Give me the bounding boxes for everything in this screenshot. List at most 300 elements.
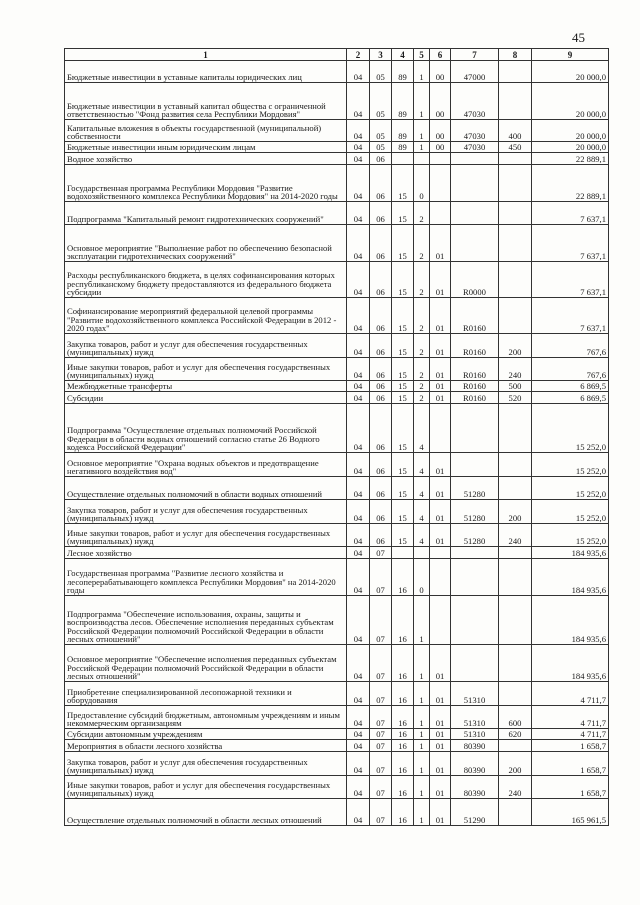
subsection-code-cell: 07	[370, 752, 392, 776]
expense-type-cell	[499, 298, 532, 334]
expense-type-cell: 200	[499, 752, 532, 776]
target-article-cell: 51280	[451, 524, 499, 547]
activity-code-cell	[430, 165, 451, 202]
subprogram-code-cell: 2	[414, 334, 430, 358]
activity-code-cell: 01	[430, 298, 451, 334]
activity-code-cell	[430, 153, 451, 165]
program-code-cell: 15	[392, 334, 414, 358]
amount-cell: 15 252,0	[532, 524, 609, 547]
table-row	[65, 477, 609, 500]
activity-code-cell: 01	[430, 740, 451, 752]
row-name-cell: Закупка товаров, работ и услуг для обеспечения государственных (муниципальных) нужд	[65, 500, 347, 524]
activity-code-cell: 01	[430, 645, 451, 682]
expense-type-cell	[499, 596, 532, 645]
target-article-cell: 80390	[451, 740, 499, 752]
table-row	[65, 524, 609, 547]
expense-type-cell	[499, 547, 532, 559]
row-name-cell: Предоставление субсидий бюджетным, автономным учреждениям и иным некоммерческим организациям	[65, 706, 347, 729]
table-row	[65, 153, 609, 165]
subsection-code-cell: 06	[370, 298, 392, 334]
section-code-cell: 04	[347, 500, 370, 524]
section-code-cell: 04	[347, 381, 370, 392]
section-code-cell: 04	[347, 596, 370, 645]
target-article-cell: 51310	[451, 729, 499, 740]
amount-cell: 4 711,7	[532, 706, 609, 729]
subprogram-code-cell: 1	[414, 740, 430, 752]
row-name-cell: Осуществление отдельных полномочий в области лесных отношений	[65, 799, 347, 826]
subprogram-code-cell: 1	[414, 682, 430, 706]
amount-cell: 184 935,6	[532, 645, 609, 682]
target-article-cell: 80390	[451, 752, 499, 776]
amount-cell: 15 252,0	[532, 404, 609, 453]
row-name-cell: Мероприятия в области лесного хозяйства	[65, 740, 347, 752]
target-article-cell: R0160	[451, 358, 499, 381]
subprogram-code-cell: 4	[414, 404, 430, 453]
expense-type-cell	[499, 225, 532, 262]
subprogram-code-cell: 1	[414, 776, 430, 799]
subprogram-code-cell: 4	[414, 524, 430, 547]
subsection-code-cell: 07	[370, 776, 392, 799]
target-article-cell: R0160	[451, 381, 499, 392]
table-row	[65, 334, 609, 358]
target-article-cell: R0160	[451, 334, 499, 358]
row-name-cell: Основное мероприятие "Обеспечение исполнения переданных субъектам Российской Федерации полномочий Российской Федерации в области лесных отношений"	[65, 645, 347, 682]
program-code-cell: 16	[392, 559, 414, 596]
amount-cell: 4 711,7	[532, 729, 609, 740]
subprogram-code-cell: 4	[414, 453, 430, 477]
subsection-code-cell: 07	[370, 682, 392, 706]
header-cell: 7	[451, 49, 499, 61]
amount-cell: 184 935,6	[532, 596, 609, 645]
activity-code-cell: 01	[430, 729, 451, 740]
section-code-cell: 04	[347, 392, 370, 404]
row-name-cell: Межбюджетные трансферты	[65, 381, 347, 392]
subsection-code-cell: 06	[370, 165, 392, 202]
program-code-cell: 15	[392, 381, 414, 392]
subsection-code-cell: 06	[370, 202, 392, 225]
expense-type-cell: 240	[499, 524, 532, 547]
table-row	[65, 381, 609, 392]
subsection-code-cell: 05	[370, 120, 392, 142]
activity-code-cell: 01	[430, 453, 451, 477]
row-name-cell: Субсидии автономным учреждениям	[65, 729, 347, 740]
activity-code-cell	[430, 547, 451, 559]
program-code-cell: 15	[392, 453, 414, 477]
subsection-code-cell: 07	[370, 706, 392, 729]
target-article-cell: 47000	[451, 61, 499, 83]
amount-cell: 15 252,0	[532, 477, 609, 500]
subsection-code-cell: 07	[370, 645, 392, 682]
target-article-cell	[451, 153, 499, 165]
row-name-cell: Лесное хозяйство	[65, 547, 347, 559]
row-name-cell: Подпрограмма "Осуществление отдельных полномочий Российской Федерации в области водных отношений согласно статье 26 Водного кодекса Российской Федерации"	[65, 404, 347, 453]
table-row	[65, 262, 609, 298]
header-cell: 8	[499, 49, 532, 61]
table-body	[65, 61, 609, 826]
section-code-cell: 04	[347, 547, 370, 559]
subsection-code-cell: 07	[370, 729, 392, 740]
table-row	[65, 298, 609, 334]
target-article-cell: R0000	[451, 262, 499, 298]
table-row	[65, 706, 609, 729]
subsection-code-cell: 07	[370, 596, 392, 645]
row-name-cell: Софинансирование мероприятий федеральной целевой программы "Развитие водохозяйственного комплекса Российской Федерации в 2012 - 2020 годах"	[65, 298, 347, 334]
section-code-cell: 04	[347, 477, 370, 500]
subsection-code-cell: 05	[370, 61, 392, 83]
row-name-cell: Подпрограмма "Обеспечение использования, охраны, защиты и воспроизводства лесов. Обеспечение исполнения переданных субъектам Российской Федерации полномочий Российской Федерации в области лесных отношений"	[65, 596, 347, 645]
header-cell: 3	[370, 49, 392, 61]
section-code-cell: 04	[347, 165, 370, 202]
subprogram-code-cell: 1	[414, 729, 430, 740]
subsection-code-cell: 07	[370, 740, 392, 752]
target-article-cell	[451, 404, 499, 453]
expense-type-cell	[499, 404, 532, 453]
subprogram-code-cell: 0	[414, 559, 430, 596]
subsection-code-cell: 06	[370, 262, 392, 298]
activity-code-cell	[430, 559, 451, 596]
target-article-cell	[451, 559, 499, 596]
section-code-cell: 04	[347, 298, 370, 334]
header-cell: 1	[65, 49, 347, 61]
program-code-cell: 15	[392, 477, 414, 500]
row-name-cell: Государственная программа Республики Мордовия "Развитие водохозяйственного комплекса Республики Мордовия" на 2014-2020 годы	[65, 165, 347, 202]
program-code-cell: 15	[392, 202, 414, 225]
section-code-cell: 04	[347, 334, 370, 358]
budget-table	[64, 48, 609, 826]
subsection-code-cell: 06	[370, 404, 392, 453]
amount-cell: 6 869,5	[532, 392, 609, 404]
table-row	[65, 547, 609, 559]
expense-type-cell: 200	[499, 500, 532, 524]
section-code-cell: 04	[347, 706, 370, 729]
activity-code-cell: 00	[430, 120, 451, 142]
target-article-cell	[451, 202, 499, 225]
program-code-cell	[392, 547, 414, 559]
row-name-cell: Подпрограмма "Капитальный ремонт гидротехнических сооружений"	[65, 202, 347, 225]
program-code-cell: 15	[392, 358, 414, 381]
table-row	[65, 202, 609, 225]
target-article-cell	[451, 645, 499, 682]
row-name-cell: Бюджетные инвестиции в уставные капиталы юридических лиц	[65, 61, 347, 83]
section-code-cell: 04	[347, 453, 370, 477]
activity-code-cell: 01	[430, 392, 451, 404]
amount-cell: 22 889,1	[532, 153, 609, 165]
section-code-cell: 04	[347, 404, 370, 453]
subprogram-code-cell: 0	[414, 165, 430, 202]
program-code-cell: 16	[392, 729, 414, 740]
subprogram-code-cell: 1	[414, 752, 430, 776]
table-row	[65, 225, 609, 262]
amount-cell: 7 637,1	[532, 298, 609, 334]
amount-cell: 20 000,0	[532, 142, 609, 153]
amount-cell: 1 658,7	[532, 740, 609, 752]
row-name-cell: Бюджетные инвестиции в уставный капитал общества с ограниченной ответственностью "Фонд развития села Республики Мордовия"	[65, 83, 347, 120]
amount-cell: 20 000,0	[532, 120, 609, 142]
table-row	[65, 740, 609, 752]
activity-code-cell: 01	[430, 477, 451, 500]
subprogram-code-cell: 2	[414, 225, 430, 262]
expense-type-cell	[499, 477, 532, 500]
target-article-cell	[451, 596, 499, 645]
table-row	[65, 729, 609, 740]
section-code-cell: 04	[347, 524, 370, 547]
row-name-cell: Иные закупки товаров, работ и услуг для обеспечения государственных (муниципальных) нужд	[65, 524, 347, 547]
program-code-cell: 16	[392, 799, 414, 826]
subsection-code-cell: 06	[370, 153, 392, 165]
subsection-code-cell: 06	[370, 477, 392, 500]
subsection-code-cell: 06	[370, 392, 392, 404]
subprogram-code-cell: 1	[414, 61, 430, 83]
activity-code-cell	[430, 404, 451, 453]
expense-type-cell	[499, 453, 532, 477]
page-number: 45	[572, 30, 585, 45]
amount-cell: 767,6	[532, 358, 609, 381]
expense-type-cell	[499, 799, 532, 826]
program-code-cell: 89	[392, 142, 414, 153]
activity-code-cell: 01	[430, 752, 451, 776]
subprogram-code-cell: 4	[414, 500, 430, 524]
target-article-cell: 80390	[451, 776, 499, 799]
target-article-cell: 51280	[451, 500, 499, 524]
amount-cell: 1 658,7	[532, 776, 609, 799]
program-code-cell: 89	[392, 120, 414, 142]
subsection-code-cell: 06	[370, 334, 392, 358]
header-cell: 5	[414, 49, 430, 61]
section-code-cell: 04	[347, 776, 370, 799]
amount-cell: 1 658,7	[532, 752, 609, 776]
expense-type-cell: 450	[499, 142, 532, 153]
target-article-cell: 51290	[451, 799, 499, 826]
amount-cell: 20 000,0	[532, 83, 609, 120]
section-code-cell: 04	[347, 752, 370, 776]
amount-cell: 184 935,6	[532, 547, 609, 559]
target-article-cell: 51310	[451, 706, 499, 729]
expense-type-cell: 200	[499, 334, 532, 358]
subsection-code-cell: 05	[370, 83, 392, 120]
subprogram-code-cell: 2	[414, 381, 430, 392]
amount-cell: 4 711,7	[532, 682, 609, 706]
section-code-cell: 04	[347, 142, 370, 153]
subprogram-code-cell: 1	[414, 83, 430, 120]
row-name-cell: Государственная программа "Развитие лесного хозяйства и лесоперерабатывающего комплекса Республики Мордовия" на 2014-2020 годы	[65, 559, 347, 596]
program-code-cell: 89	[392, 83, 414, 120]
section-code-cell: 04	[347, 202, 370, 225]
amount-cell: 22 889,1	[532, 165, 609, 202]
subprogram-code-cell: 1	[414, 706, 430, 729]
activity-code-cell	[430, 596, 451, 645]
activity-code-cell: 01	[430, 381, 451, 392]
row-name-cell: Бюджетные инвестиции иным юридическим лицам	[65, 142, 347, 153]
section-code-cell: 04	[347, 645, 370, 682]
subprogram-code-cell	[414, 547, 430, 559]
section-code-cell: 04	[347, 729, 370, 740]
table-row	[65, 165, 609, 202]
amount-cell: 184 935,6	[532, 559, 609, 596]
activity-code-cell	[430, 202, 451, 225]
expense-type-cell: 520	[499, 392, 532, 404]
program-code-cell: 16	[392, 682, 414, 706]
expense-type-cell	[499, 165, 532, 202]
program-code-cell: 16	[392, 706, 414, 729]
activity-code-cell: 01	[430, 500, 451, 524]
activity-code-cell: 00	[430, 83, 451, 120]
expense-type-cell	[499, 262, 532, 298]
subprogram-code-cell: 1	[414, 120, 430, 142]
table-row	[65, 142, 609, 153]
program-code-cell: 15	[392, 298, 414, 334]
amount-cell: 20 000,0	[532, 61, 609, 83]
row-name-cell: Закупка товаров, работ и услуг для обеспечения государственных (муниципальных) нужд	[65, 334, 347, 358]
program-code-cell: 15	[392, 500, 414, 524]
program-code-cell: 15	[392, 404, 414, 453]
subsection-code-cell: 06	[370, 524, 392, 547]
activity-code-cell: 01	[430, 524, 451, 547]
subprogram-code-cell: 1	[414, 645, 430, 682]
expense-type-cell	[499, 682, 532, 706]
program-code-cell: 15	[392, 524, 414, 547]
subprogram-code-cell: 1	[414, 142, 430, 153]
target-article-cell	[451, 165, 499, 202]
header-cell: 2	[347, 49, 370, 61]
program-code-cell: 16	[392, 776, 414, 799]
table-row	[65, 61, 609, 83]
row-name-cell: Субсидии	[65, 392, 347, 404]
header-cell: 9	[532, 49, 609, 61]
subsection-code-cell: 05	[370, 142, 392, 153]
table-row	[65, 645, 609, 682]
section-code-cell: 04	[347, 262, 370, 298]
subsection-code-cell: 07	[370, 799, 392, 826]
subsection-code-cell: 06	[370, 225, 392, 262]
row-name-cell: Водное хозяйство	[65, 153, 347, 165]
table-row	[65, 500, 609, 524]
amount-cell: 165 961,5	[532, 799, 609, 826]
expense-type-cell: 400	[499, 120, 532, 142]
program-code-cell: 89	[392, 61, 414, 83]
activity-code-cell: 01	[430, 262, 451, 298]
target-article-cell: R0160	[451, 298, 499, 334]
subprogram-code-cell: 1	[414, 799, 430, 826]
section-code-cell: 04	[347, 120, 370, 142]
program-code-cell: 16	[392, 645, 414, 682]
header-cell: 6	[430, 49, 451, 61]
target-article-cell	[451, 547, 499, 559]
activity-code-cell: 01	[430, 799, 451, 826]
activity-code-cell: 01	[430, 706, 451, 729]
amount-cell: 6 869,5	[532, 381, 609, 392]
amount-cell: 7 637,1	[532, 202, 609, 225]
table-row	[65, 559, 609, 596]
expense-type-cell: 620	[499, 729, 532, 740]
target-article-cell: R0160	[451, 392, 499, 404]
amount-cell: 15 252,0	[532, 453, 609, 477]
row-name-cell: Капитальные вложения в объекты государственной (муниципальной) собственности	[65, 120, 347, 142]
table-header-row	[65, 49, 609, 61]
amount-cell: 7 637,1	[532, 225, 609, 262]
row-name-cell: Основное мероприятие "Охрана водных объектов и предотвращение негативного воздействия вод"	[65, 453, 347, 477]
program-code-cell: 15	[392, 225, 414, 262]
section-code-cell: 04	[347, 682, 370, 706]
activity-code-cell: 01	[430, 682, 451, 706]
subsection-code-cell: 06	[370, 358, 392, 381]
target-article-cell	[451, 225, 499, 262]
activity-code-cell: 00	[430, 61, 451, 83]
target-article-cell: 51310	[451, 682, 499, 706]
expense-type-cell: 240	[499, 358, 532, 381]
section-code-cell: 04	[347, 559, 370, 596]
subprogram-code-cell: 2	[414, 262, 430, 298]
row-name-cell: Закупка товаров, работ и услуг для обеспечения государственных (муниципальных) нужд	[65, 752, 347, 776]
table-row	[65, 83, 609, 120]
table-row	[65, 752, 609, 776]
target-article-cell: 47030	[451, 142, 499, 153]
subprogram-code-cell: 2	[414, 358, 430, 381]
table-row	[65, 596, 609, 645]
activity-code-cell: 01	[430, 776, 451, 799]
subsection-code-cell: 07	[370, 559, 392, 596]
target-article-cell: 47030	[451, 120, 499, 142]
expense-type-cell	[499, 559, 532, 596]
program-code-cell: 16	[392, 740, 414, 752]
subsection-code-cell: 06	[370, 500, 392, 524]
section-code-cell: 04	[347, 740, 370, 752]
row-name-cell: Осуществление отдельных полномочий в области водных отношений	[65, 477, 347, 500]
row-name-cell: Основное мероприятие "Выполнение работ по обеспечению безопасной эксплуатации гидротехнических сооружений"	[65, 225, 347, 262]
expense-type-cell	[499, 740, 532, 752]
subsection-code-cell: 06	[370, 453, 392, 477]
target-article-cell: 51280	[451, 477, 499, 500]
section-code-cell: 04	[347, 225, 370, 262]
target-article-cell: 47030	[451, 83, 499, 120]
row-name-cell: Приобретение специализированной лесопожарной техники и оборудования	[65, 682, 347, 706]
subprogram-code-cell: 2	[414, 298, 430, 334]
subsection-code-cell: 07	[370, 547, 392, 559]
section-code-cell: 04	[347, 358, 370, 381]
row-name-cell: Иные закупки товаров, работ и услуг для обеспечения государственных (муниципальных) нужд	[65, 776, 347, 799]
target-article-cell	[451, 453, 499, 477]
expense-type-cell	[499, 83, 532, 120]
program-code-cell: 15	[392, 165, 414, 202]
program-code-cell: 16	[392, 596, 414, 645]
program-code-cell: 15	[392, 392, 414, 404]
activity-code-cell: 01	[430, 225, 451, 262]
header-cell: 4	[392, 49, 414, 61]
table-row	[65, 120, 609, 142]
expense-type-cell	[499, 645, 532, 682]
expense-type-cell: 500	[499, 381, 532, 392]
subprogram-code-cell: 4	[414, 477, 430, 500]
section-code-cell: 04	[347, 153, 370, 165]
program-code-cell: 15	[392, 262, 414, 298]
table-row	[65, 453, 609, 477]
subsection-code-cell: 06	[370, 381, 392, 392]
table-row	[65, 799, 609, 826]
subprogram-code-cell: 2	[414, 392, 430, 404]
amount-cell: 767,6	[532, 334, 609, 358]
table-row	[65, 404, 609, 453]
expense-type-cell: 240	[499, 776, 532, 799]
subprogram-code-cell	[414, 153, 430, 165]
section-code-cell: 04	[347, 61, 370, 83]
amount-cell: 7 637,1	[532, 262, 609, 298]
activity-code-cell: 01	[430, 358, 451, 381]
table-row	[65, 682, 609, 706]
subprogram-code-cell: 2	[414, 202, 430, 225]
section-code-cell: 04	[347, 83, 370, 120]
expense-type-cell: 600	[499, 706, 532, 729]
expense-type-cell	[499, 153, 532, 165]
activity-code-cell: 00	[430, 142, 451, 153]
